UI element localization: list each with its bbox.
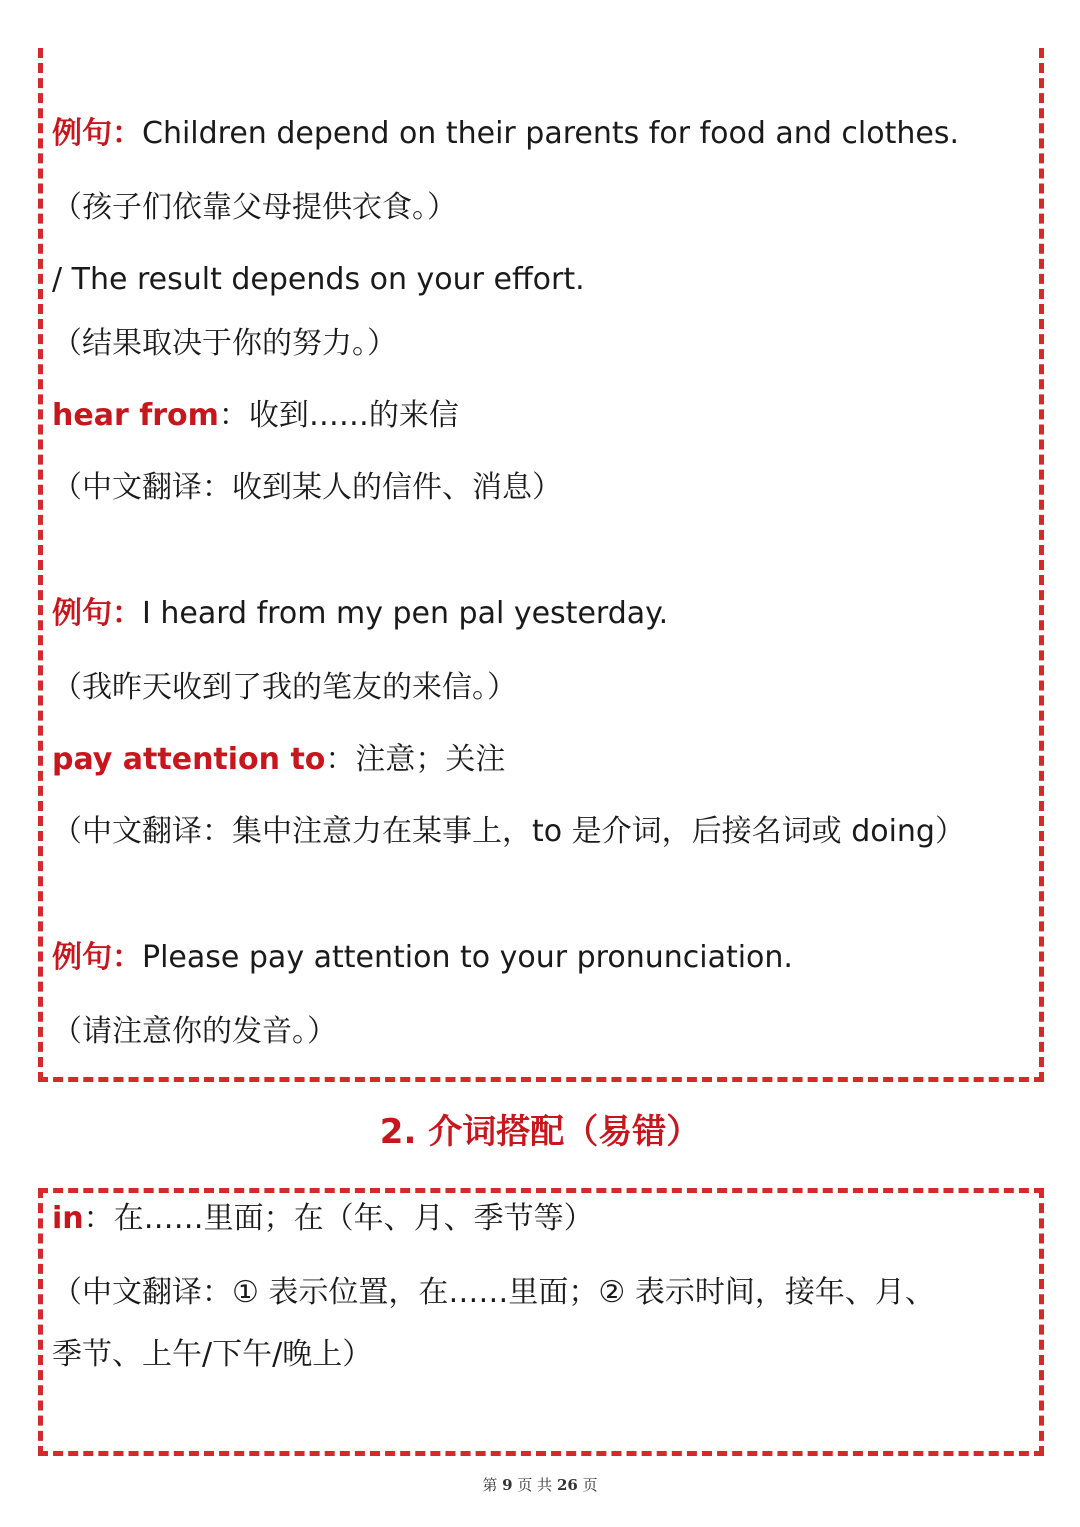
footer-prefix: 第 (482, 1476, 498, 1494)
line-text: （请注意你的发音。） (52, 1014, 337, 1049)
example-line (52, 938, 793, 978)
line-text: （结果取决于你的努力。） (52, 326, 397, 361)
section-title: 2. 介词搭配（易错） (379, 1112, 701, 1152)
footer-middle: 页 共 (517, 1476, 553, 1494)
translation-line (52, 324, 397, 364)
preposition-box (38, 1188, 1044, 1456)
line-label: 例句： (52, 940, 142, 975)
phrase-term: pay attention to (52, 742, 326, 777)
page-footer (0, 1474, 1080, 1495)
line-text: I heard from my pen pal yesterday. (142, 596, 669, 631)
footer-suffix: 页 (582, 1476, 598, 1494)
translation-line (52, 1012, 337, 1052)
example-box-top (38, 48, 1044, 1082)
example-line (52, 594, 668, 634)
translation-line (52, 668, 517, 708)
line-text: （我昨天收到了我的笔友的来信。） (52, 670, 517, 705)
translation-line (52, 1273, 935, 1313)
line-text: （中文翻译：集中注意力在某事上，to 是介词，后接名词或 doing） (52, 814, 965, 849)
example-line (52, 114, 959, 154)
example-line (52, 260, 585, 300)
line-text: Children depend on their parents for food and clothes. (142, 116, 959, 151)
phrase-meaning: ：收到……的来信 (218, 398, 459, 433)
phrase-term: hear from (52, 398, 219, 433)
footer-page-number: 9 (502, 1476, 513, 1494)
translation-line (52, 188, 457, 228)
phrase-entry (52, 396, 459, 436)
footer-total-pages: 26 (556, 1476, 578, 1494)
phrase-entry (52, 1199, 594, 1239)
line-text: / The result depends on your effort. (52, 262, 585, 297)
line-text: （孩子们依靠父母提供衣食。） (52, 190, 457, 225)
phrase-meaning: ：在……里面；在（年、月、季节等） (83, 1201, 594, 1236)
line-text: （中文翻译：收到某人的信件、消息） (52, 470, 562, 505)
phrase-meaning: ：注意；关注 (325, 742, 506, 777)
phrase-entry (52, 740, 505, 780)
line-label: 例句： (52, 116, 142, 151)
line-text: Please pay attention to your pronunciation. (142, 940, 793, 975)
translation-line (52, 812, 965, 852)
line-label: 例句： (52, 596, 142, 631)
translation-line (52, 468, 562, 508)
translation-line (52, 1335, 372, 1375)
phrase-term: in (52, 1201, 84, 1236)
line-text: （中文翻译：① 表示位置，在……里面；② 表示时间，接年、月、 (52, 1275, 935, 1310)
line-text: 季节、上午/下午/晚上） (52, 1337, 373, 1372)
